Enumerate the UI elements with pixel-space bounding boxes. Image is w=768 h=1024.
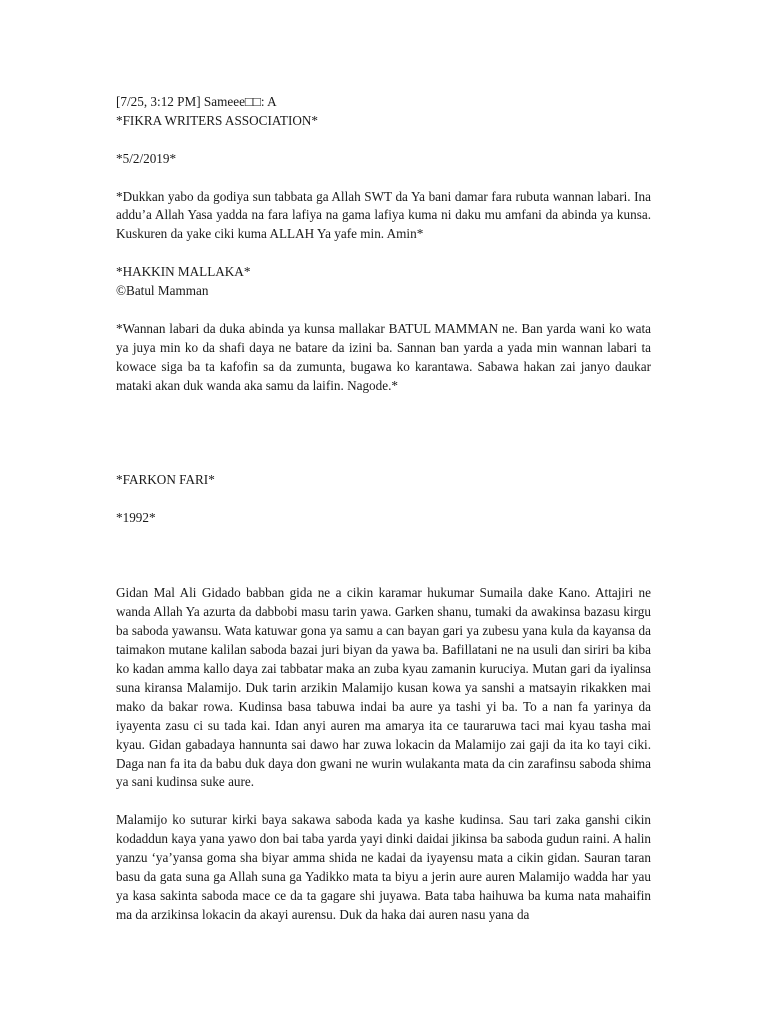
document-date: *5/2/2019*: [116, 150, 177, 166]
spacer: [116, 792, 651, 811]
story-paragraph-1: Gidan Mal Ali Gidado babban gida ne a cikin karamar hukumar Sumaila dake Kano. Attajiri ne wanda Allah Ya azurta da dabbobi masu tarin yawa. Garken shanu, tumaki da awakinsa bazasu kirgu ba saboda yawansu. Wata katuwar gona ya samu a can bayan gari ya zubesu yana kula da kayansa da taimakon mutane kalilan saboda bazai juri biyan da yawa ba. Bafillatani ne na usuli dan siriri ba kiba ko kadan amma kallo daya zai tabbatar maka an zuba kyau zamanin kuruciya. Mutan gari da iyalinsa suna kiransa Malamijo. Duk tarin arzikin Malamijo kusan kowa ya sanshi a matsayin rikakken mai mako da bakar rowa. Kudinsa basa tabuwa indai ba aure ya tashi yi ba. To a nan fa yarinya da iyayenta zasu ci su tada kai. Idan anyi auren ma amarya ita ce tauraruwa taci mai kyau tasha mai kyau. Gidan gabadaya hannunta sai dawo har zuwa lokacin da Malamijo zai gaji da ita ko tayi ciki. Daga nan fa ita da babu duk daya don gwani ne wurin wulakanta mata da cin zarafinsu saboda shima ya sani kudinsa suke aure.: [116, 585, 651, 790]
association-name: *FIKRA WRITERS ASSOCIATION*: [116, 112, 318, 128]
spacer: [116, 169, 651, 188]
spacer: [116, 244, 651, 263]
copyright-heading: *HAKKIN MALLAKA*: [116, 264, 251, 280]
spacer: [116, 452, 651, 471]
chat-timestamp-line: [7/25, 3:12 PM] Sameee□□: A: [116, 94, 277, 109]
spacer: [116, 490, 651, 509]
spacer: [116, 528, 651, 585]
dedication-paragraph: *Dukkan yabo da godiya sun tabbata ga Allah SWT da Ya bani damar fara rubuta wannan labari. Ina adduʼa Allah Yasa yadda na fara lafiya na gama lafiya kuma ni daku mu amfani da abinda ya kunsa. Kuskuren da yake ciki kuma ALLAH Ya yafe min. Amin*: [116, 188, 651, 242]
copyright-notice: *Wannan labari da duka abinda ya kunsa mallakar BATUL MAMMAN ne. Ban yarda wani ko wata ya juya min ko da shafi daya ne batare da izini ba. Sannan ban yarda a yada min wannan labari ta kowace siga ba ta kafofin sa da zumunta, bugawa ko karantawa. Sabawa hakan zai janyo daukar mataki akan duk wanda aka samu da laifin. Nagode.*: [116, 320, 651, 393]
spacer: [116, 131, 651, 150]
story-paragraph-2: Malamijo ko suturar kirki baya sakawa saboda kada ya kashe kudinsa. Sau tari zaka ganshi cikin kodaddun kaya yana yawo don bai taba yarda yayi dinki daidai jikinsa ba saboda gudun raini. A halin yanzu ʻyaʼyansa goma sha biyar amma shida ne kadai da iyayensu mata a cikin gidan. Sauran taran basu da gata suna ga Allah suna ga Yadikko mata ta biyu a jerin aure auren Malamijo wadda har yau ya kasa sakinta saboda mace ce da ta gagare shi juyawa. Bata taba haihuwa ba kuma nata mahaifin ma da arzikinsa lokacin da akayi aurensu. Duk da haka dai auren nasu yana da: [116, 812, 651, 922]
document-page: [116, 93, 651, 925]
copyright-owner: ©Batul Mamman: [116, 283, 209, 299]
spacer: [116, 395, 651, 452]
story-title: *FARKON FARI*: [116, 472, 215, 488]
story-year: *1992*: [116, 509, 156, 525]
spacer: [116, 301, 651, 320]
